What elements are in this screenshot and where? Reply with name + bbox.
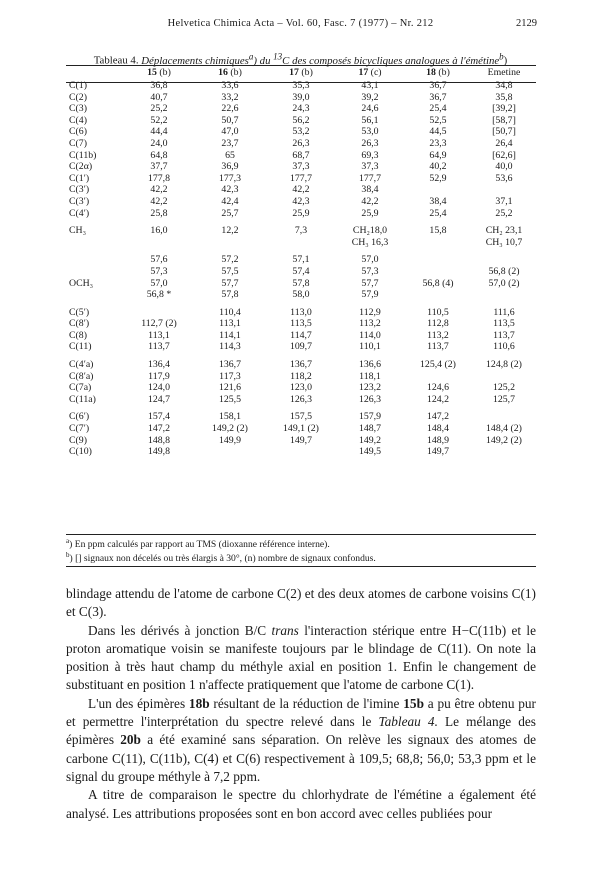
- row-label: C(3′): [69, 195, 90, 207]
- shift-value: 110,6: [493, 341, 515, 353]
- shift-value: [472, 446, 536, 458]
- shift-value: 57,3: [361, 265, 379, 277]
- shift-value: 110,5: [427, 306, 449, 318]
- shift-value: 125,2: [492, 382, 516, 394]
- shift-value: [266, 237, 336, 249]
- shift-value: 148,4: [426, 423, 450, 435]
- shift-value: 124,0: [147, 382, 171, 394]
- row-label: [66, 289, 124, 301]
- shift-value: 35,3: [292, 80, 310, 91]
- shift-value: 43,1: [361, 80, 379, 91]
- shift-value: CH₃ 16,3: [351, 236, 389, 248]
- shift-value: 33,2: [221, 91, 239, 103]
- shift-value: 23,3: [429, 137, 447, 149]
- shift-value: 147,2: [426, 411, 450, 423]
- shift-value: 37,3: [292, 161, 310, 173]
- table-row: [66, 446, 536, 458]
- shift-value: 56,1: [361, 114, 379, 126]
- shift-value: 47,0: [221, 126, 239, 138]
- shift-value: 117,3: [219, 370, 241, 382]
- shift-value: 12,2: [221, 225, 239, 237]
- shift-value: 149,2 (2): [486, 434, 522, 446]
- footnote-text: ) En ppm calculés par rapport au TMS (dioxanne référence interne).: [69, 539, 330, 551]
- row-label: C(2α): [69, 161, 93, 173]
- row-label: C(4): [69, 114, 87, 126]
- page-number: 2129: [516, 18, 537, 29]
- table-body: [66, 80, 536, 458]
- shift-value: 52,5: [429, 114, 447, 126]
- shift-value: 57,0: [361, 254, 379, 266]
- shift-value: [472, 254, 536, 266]
- shift-value: 53,0: [361, 126, 379, 138]
- row-label: [66, 237, 124, 249]
- row-label: C(6): [69, 126, 87, 138]
- table-row: [66, 115, 536, 127]
- shift-value: 37,7: [150, 161, 168, 173]
- shift-value: 57,5: [221, 265, 239, 277]
- shift-value: 22,6: [221, 103, 239, 115]
- table-row: [66, 150, 536, 162]
- shift-value: 124,2: [426, 393, 450, 405]
- shift-value: 177,3: [218, 172, 242, 184]
- shift-value: 157,9: [358, 411, 382, 423]
- shift-value: 39,0: [292, 91, 310, 103]
- shift-value: 56,8 *: [146, 289, 172, 301]
- shift-value: 42,2: [150, 195, 168, 207]
- body-text: [66, 585, 536, 823]
- footnote-text: ) [] signaux non décelés ou très élargis à 30°, (n) nombre de signaux confondus.: [69, 553, 376, 565]
- caption-prefix: Tableau 4.: [93, 54, 142, 67]
- paragraph: Dans les dérivés à jonction B/C trans l'interaction stérique entre H−C(11b) et le proton aromatique voisin se manifeste toujours par le blindage de C(11). On note la position à très haut champ du méthyle axial en position 1. Enfin le changement de substituant en position 1 n'affecte pratiquement que l'atome de carbone C(1).: [66, 622, 537, 693]
- shift-value: 125,5: [218, 393, 242, 405]
- shift-value: 26,4: [495, 137, 513, 149]
- row-label: C(1): [69, 80, 87, 91]
- shift-value: 15,8: [429, 225, 447, 237]
- shift-value: 109,7: [289, 341, 313, 353]
- shift-value: 24,0: [150, 137, 168, 149]
- shift-value: 123,2: [358, 382, 382, 394]
- table-row: [66, 237, 536, 249]
- table-header-rule: [66, 82, 536, 83]
- shift-value: 148,9: [426, 434, 450, 446]
- shift-value: 149,7: [426, 446, 450, 458]
- shift-value: [124, 237, 194, 249]
- shift-value: 25,9: [292, 207, 310, 219]
- footnote-mark: a: [66, 537, 70, 545]
- row-label: C(7): [69, 137, 87, 149]
- shift-value: 177,8: [147, 172, 171, 184]
- shift-value: 117,9: [148, 370, 170, 382]
- row-label: C(11): [69, 341, 92, 353]
- shift-value: 25,4: [429, 103, 447, 115]
- shift-value: 157,5: [289, 411, 313, 423]
- shift-value: 26,3: [361, 137, 379, 149]
- row-label: C(11a): [69, 393, 96, 405]
- shift-value: 149,9: [218, 434, 242, 446]
- table-row: [66, 330, 536, 342]
- isotope-superscript: 13: [273, 51, 283, 61]
- shift-value: 64,8: [150, 149, 168, 161]
- shift-value: 56,2: [292, 114, 310, 126]
- shift-value: 65: [225, 149, 235, 161]
- shift-value: 149,5: [358, 446, 382, 458]
- table-row: [66, 359, 536, 371]
- row-label: C(8′a): [69, 370, 94, 382]
- shift-value: 113,0: [290, 306, 312, 318]
- shift-value: 42,4: [221, 195, 239, 207]
- shift-value: 33,6: [221, 80, 239, 91]
- shift-value: 124,7: [147, 393, 171, 405]
- running-header: [0, 18, 601, 34]
- shift-value: 149,2 (2): [212, 423, 248, 435]
- shift-value: 53,2: [292, 126, 310, 138]
- row-label: C(1′): [69, 172, 90, 184]
- shift-value: 110,4: [219, 306, 241, 318]
- shift-value: 149,7: [289, 434, 313, 446]
- shift-value: 110,1: [359, 341, 381, 353]
- caption-part: C des composés bicycliques analogues à l'émétine: [282, 54, 500, 67]
- shift-value: 57,9: [361, 289, 379, 301]
- row-label: C(2): [69, 91, 87, 103]
- row-label: C(3): [69, 103, 87, 115]
- shift-value: 57,4: [292, 265, 310, 277]
- shift-value: 39,2: [361, 91, 379, 103]
- table-row: [66, 138, 536, 150]
- shift-value: 177,7: [358, 172, 382, 184]
- shift-value: 57,8: [292, 277, 310, 289]
- shift-value: 57,7: [221, 277, 239, 289]
- table-row: [66, 254, 536, 266]
- shift-value: [404, 289, 472, 301]
- caption-part: Déplacements chimiques: [141, 54, 249, 67]
- column-header: 15 (b): [147, 67, 171, 79]
- footnote-ref-b: b: [499, 51, 504, 61]
- footnote-a: [66, 537, 536, 550]
- shift-value: 147,2: [147, 423, 171, 435]
- shift-value: 113,1: [148, 329, 170, 341]
- shift-value: 113,5: [290, 318, 312, 330]
- row-label: C(5′): [69, 306, 90, 318]
- table-row: [66, 208, 536, 220]
- shift-value: 36,7: [429, 91, 447, 103]
- shift-value: CH₂18,0: [352, 225, 388, 237]
- table-row: [66, 126, 536, 138]
- journal-title: Helvetica Chimica Acta – Vol. 60, Fasc. 7 (1977) – Nr. 212: [167, 18, 434, 29]
- shift-value: 113,7: [493, 329, 515, 341]
- table-bottom-rule: [66, 534, 536, 535]
- shift-value: 23,7: [221, 137, 239, 149]
- shift-value: CH₂ 23,1: [485, 225, 523, 237]
- shift-value: 25,4: [429, 207, 447, 219]
- shift-value: 37,1: [495, 195, 513, 207]
- table-header-row: [66, 66, 536, 80]
- shift-value: [58,7]: [492, 114, 516, 126]
- shift-value: 25,2: [150, 103, 168, 115]
- shift-value: 25,2: [495, 207, 513, 219]
- shift-value: 56,8 (2): [488, 265, 520, 277]
- row-label: C(3′): [69, 184, 90, 196]
- table-row: [66, 225, 536, 237]
- table-row: [66, 266, 536, 278]
- shift-value: 52,9: [429, 172, 447, 184]
- table-row: [66, 289, 536, 301]
- table-row: [66, 161, 536, 173]
- shift-value: 114,1: [219, 329, 241, 341]
- shift-value: 57,0 (2): [488, 277, 520, 289]
- shift-value: 26,3: [292, 137, 310, 149]
- shift-value: 40,2: [429, 161, 447, 173]
- shift-value: 149,8: [147, 446, 171, 458]
- shift-value: 123,0: [289, 382, 313, 394]
- shift-value: 42,2: [150, 184, 168, 196]
- shift-value: 38,4: [361, 184, 379, 196]
- shift-value: [39,2]: [492, 103, 516, 115]
- row-label: C(4′): [69, 207, 90, 219]
- shift-value: 64,9: [429, 149, 447, 161]
- shift-value: [404, 371, 472, 383]
- shift-value: [472, 289, 536, 301]
- shift-value: 35,8: [495, 91, 513, 103]
- shift-value: 113,1: [219, 318, 241, 330]
- shift-value: [404, 184, 472, 196]
- table-row: [66, 318, 536, 330]
- shift-value: 177,7: [289, 172, 313, 184]
- shift-value: 69,3: [361, 149, 379, 161]
- shift-value: 57,0: [150, 277, 168, 289]
- caption-part: ): [503, 54, 508, 67]
- shift-value: 42,2: [292, 184, 310, 196]
- shift-value: 148,4 (2): [486, 423, 522, 435]
- column-header: 17 (b): [289, 67, 313, 79]
- shift-value: 149,1 (2): [283, 423, 319, 435]
- shift-value: [124, 307, 194, 319]
- shift-value: 24,3: [292, 103, 310, 115]
- shift-value: 40,0: [495, 161, 513, 173]
- table-row: [66, 92, 536, 104]
- row-label: C(7a): [69, 382, 92, 394]
- shift-value: 112,9: [359, 306, 381, 318]
- shift-value: [404, 266, 472, 278]
- footnote-ref-a: a: [248, 51, 254, 61]
- row-label: [66, 254, 124, 266]
- shift-value: 57,1: [292, 254, 310, 266]
- shift-value: 158,1: [218, 411, 242, 423]
- row-label: C(10): [69, 446, 92, 458]
- paragraph: L'un des épimères 18b résultant de la réduction de l'imine 15b a pu être obtenu pur et permettre l'interprétation du spectre relevé dans le Tableau 4. Le mélange des épimères 20b a été examiné sans séparation. On relève les signaux des atomes de carbone C(11), C(11b), C(4) et C(6) respectivement à 109,5; 68,8; 56,0; 53,3 ppm et le signal du groupe méthyle à 7,2 ppm.: [66, 695, 536, 784]
- footnote-rule: [66, 566, 536, 567]
- shift-value: 114,0: [359, 329, 381, 341]
- shift-value: 136,6: [358, 359, 382, 371]
- paragraph: A titre de comparaison le spectre du chlorhydrate de l'émétine a également été analysé. Les attributions proposées sont en bon accord avec celles publiées pour: [66, 787, 536, 821]
- shift-value: 37,3: [361, 161, 379, 173]
- row-label: C(4′a): [69, 359, 94, 371]
- paragraph: blindage attendu de l'atome de carbone C(2) et des deux atomes de carbone voisins C(1) et C(3).: [66, 586, 536, 620]
- shift-value: 114,3: [219, 341, 241, 353]
- shift-value: [472, 371, 536, 383]
- shift-value: 126,3: [289, 393, 313, 405]
- shift-value: 42,3: [221, 184, 239, 196]
- shift-value: 126,3: [358, 393, 382, 405]
- shift-value: 111,6: [493, 306, 515, 318]
- shift-value: [404, 237, 472, 249]
- table-row: [66, 278, 536, 290]
- shift-value: 16,0: [150, 225, 168, 237]
- table-row: [66, 307, 536, 319]
- shift-value: [472, 184, 536, 196]
- shift-value: 42,2: [361, 195, 379, 207]
- shift-value: 36,9: [221, 161, 239, 173]
- shift-value: [266, 446, 336, 458]
- table-row: [66, 184, 536, 196]
- shift-value: 68,7: [292, 149, 310, 161]
- row-label: C(7′): [69, 423, 90, 435]
- shift-value: 148,8: [147, 434, 171, 446]
- shift-value: 113,2: [359, 318, 381, 330]
- column-header: 17 (c): [358, 67, 382, 79]
- column-header: 16 (b): [218, 67, 242, 79]
- table-row: [66, 423, 536, 435]
- shift-value: 114,7: [290, 329, 312, 341]
- shift-value: 42,3: [292, 195, 310, 207]
- shift-value: 136,4: [147, 359, 171, 371]
- shift-value: 113,7: [427, 341, 449, 353]
- shift-value: 148,7: [358, 423, 382, 435]
- shift-value: CH₃ 10,7: [485, 236, 523, 248]
- shift-value: 113,5: [493, 318, 515, 330]
- column-header: 18 (b): [426, 67, 450, 79]
- shift-value: 52,2: [150, 114, 168, 126]
- table-row: [66, 435, 536, 447]
- shift-value: 25,8: [150, 207, 168, 219]
- row-label: OCH₃: [69, 277, 94, 289]
- footnote-b: [66, 551, 536, 564]
- shift-value: 125,4 (2): [420, 359, 456, 371]
- shift-value: 58,0: [292, 289, 310, 301]
- table-row: [66, 411, 536, 423]
- shift-value: 157,4: [147, 411, 171, 423]
- shift-value: 124,8 (2): [486, 359, 522, 371]
- shift-value: 57,3: [150, 265, 168, 277]
- shift-value: 57,8: [221, 289, 239, 301]
- shift-value: 53,6: [495, 172, 513, 184]
- row-label: [66, 266, 124, 278]
- shift-value: 113,7: [148, 341, 170, 353]
- shift-value: 57,7: [361, 277, 379, 289]
- row-label-header: [66, 66, 124, 80]
- row-label: C(9): [69, 434, 87, 446]
- shift-table: [66, 66, 536, 458]
- shift-value: [472, 411, 536, 423]
- shift-value: 25,7: [221, 207, 239, 219]
- table-row: [66, 394, 536, 406]
- shift-value: [50,7]: [492, 126, 516, 138]
- column-header: Emetine: [487, 67, 521, 79]
- shift-value: 121,6: [218, 382, 242, 394]
- shift-value: [194, 237, 266, 249]
- shift-value: 136,7: [289, 359, 313, 371]
- shift-value: [404, 254, 472, 266]
- footnote-mark: b: [66, 551, 70, 559]
- shift-value: 44,5: [429, 126, 447, 138]
- shift-value: 24,6: [361, 103, 379, 115]
- shift-value: 56,8 (4): [422, 277, 454, 289]
- shift-value: 25,9: [361, 207, 379, 219]
- shift-value: 112,7 (2): [141, 318, 177, 330]
- shift-value: 113,2: [427, 329, 449, 341]
- table-row: [66, 103, 536, 115]
- row-label: C(6′): [69, 411, 90, 423]
- table-row: [66, 371, 536, 383]
- table-row: [66, 382, 536, 394]
- shift-value: 44,4: [150, 126, 168, 138]
- shift-value: 118,1: [359, 370, 381, 382]
- shift-value: [194, 446, 266, 458]
- row-label: C(11b): [69, 149, 97, 161]
- shift-value: 57,2: [221, 254, 239, 266]
- shift-value: 118,2: [290, 370, 312, 382]
- shift-value: 7,3: [294, 225, 308, 237]
- table-row: [66, 341, 536, 353]
- shift-value: 40,7: [150, 91, 168, 103]
- shift-value: 36,8: [150, 80, 168, 91]
- shift-value: 34,8: [495, 80, 513, 91]
- row-label: C(8′): [69, 318, 90, 330]
- shift-value: 36,7: [429, 80, 447, 91]
- shift-value: 125,7: [492, 393, 516, 405]
- shift-value: [62,6]: [492, 149, 516, 161]
- table-row: [66, 196, 536, 208]
- shift-value: 38,4: [429, 195, 447, 207]
- shift-value: 57,6: [150, 254, 168, 266]
- shift-value: 136,7: [218, 359, 242, 371]
- caption-part: ) du: [253, 54, 274, 67]
- row-label: CH₃: [69, 225, 87, 237]
- shift-value: 124,6: [426, 382, 450, 394]
- table-row: [66, 173, 536, 185]
- shift-value: 50,7: [221, 114, 239, 126]
- shift-value: 112,8: [427, 318, 449, 330]
- shift-value: 149,2: [358, 434, 382, 446]
- row-label: C(8): [69, 329, 87, 341]
